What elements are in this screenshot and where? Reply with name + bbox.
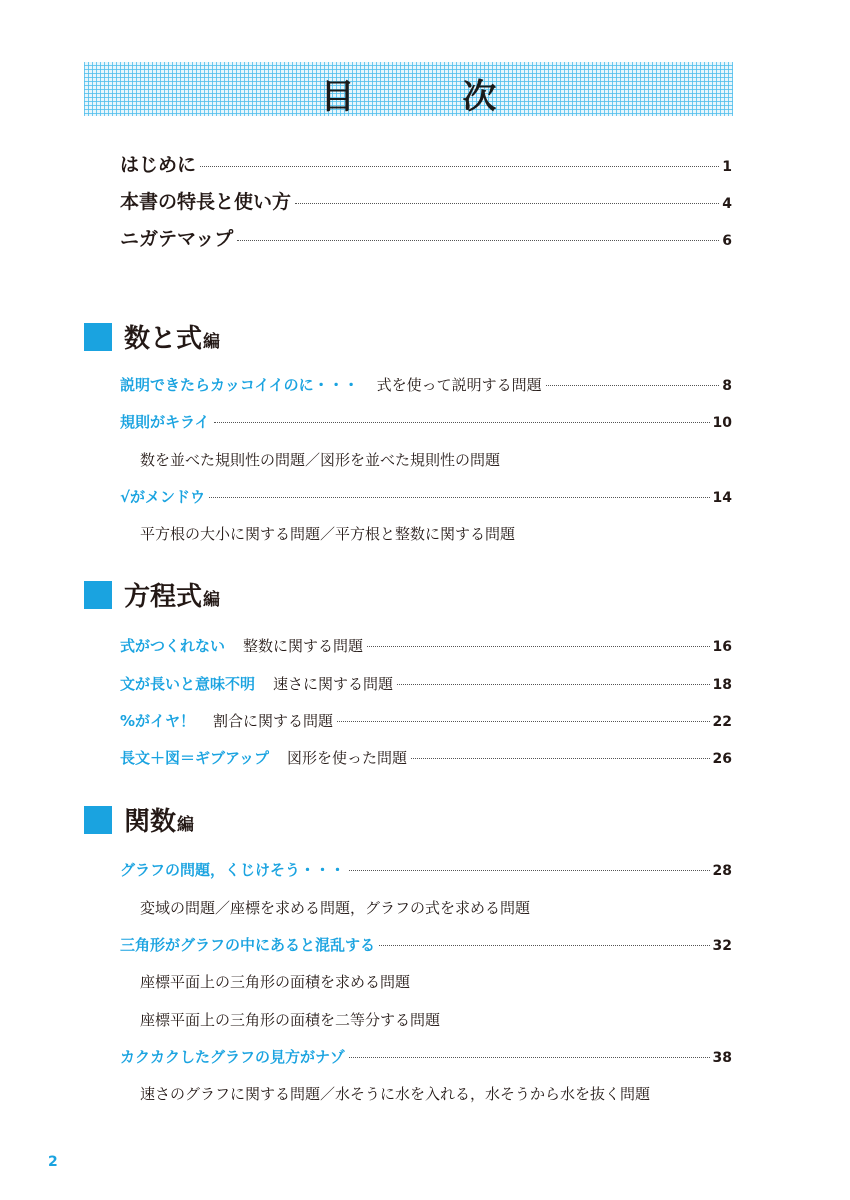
section-square-icon — [84, 806, 112, 834]
toc-page: 18 — [712, 677, 732, 693]
toc-entry[interactable] — [120, 411, 732, 432]
toc-entry-label: %がイヤ！ — [120, 712, 196, 730]
toc-entry[interactable] — [120, 934, 732, 955]
dot-leader — [209, 497, 710, 498]
toc-entry[interactable] — [120, 673, 732, 694]
section-name: 数と式 — [124, 324, 203, 354]
toc-subentry: 変域の問題／座標を求める問題，グラフの式を求める問題 — [140, 899, 531, 917]
dot-leader — [237, 240, 719, 241]
toc-page: 38 — [712, 1050, 732, 1066]
toc-page: 16 — [712, 639, 732, 655]
toc-entry-desc: 式を使って説明する問題 — [376, 376, 542, 394]
toc-entry-label: 長文＋図＝ギブアップ — [120, 749, 269, 767]
section-square-icon — [84, 581, 112, 609]
toc-entry[interactable] — [120, 635, 732, 656]
toc-label: はじめに — [120, 154, 197, 176]
dot-leader — [295, 203, 719, 204]
toc-subentry: 座標平面上の三角形の面積を二等分する問題 — [140, 1011, 441, 1029]
page-number: 2 — [48, 1154, 58, 1170]
toc-entry-label: 三角形がグラフの中にあると混乱する — [120, 936, 376, 954]
toc-entry-label: グラフの問題，くじけそう・・・ — [120, 861, 346, 879]
dot-leader — [411, 758, 710, 759]
toc-page: 4 — [722, 196, 732, 212]
toc-entry[interactable] — [120, 1046, 732, 1067]
toc-entry-desc: 割合に関する問題 — [213, 712, 334, 730]
toc-intro-row[interactable] — [120, 224, 732, 251]
toc-page: 6 — [722, 233, 732, 249]
toc-entry-label: 文が長いと意味不明 — [120, 675, 256, 693]
toc-entry-label: 式がつくれない — [120, 637, 226, 655]
section-name: 関数 — [124, 807, 177, 837]
toc-entry-label: √がメンドウ — [120, 488, 206, 506]
toc-page: 22 — [712, 714, 732, 730]
section-header-numbers-expressions — [84, 318, 220, 355]
toc-page: 32 — [712, 938, 732, 954]
dot-leader — [397, 684, 709, 685]
toc-entry-desc: 速さに関する問題 — [273, 675, 394, 693]
toc-entry-desc: 整数に関する問題 — [243, 637, 364, 655]
toc-label: 本書の特長と使い方 — [120, 191, 292, 213]
toc-subentry: 速さのグラフに関する問題／水そうに水を入れる，水そうから水を抜く問題 — [140, 1085, 651, 1103]
toc-entry[interactable] — [120, 486, 732, 507]
toc-entry[interactable] — [120, 859, 732, 880]
dot-leader — [337, 721, 709, 722]
toc-page: 14 — [712, 490, 732, 506]
dot-leader — [214, 422, 710, 423]
dot-leader — [379, 945, 710, 946]
section-square-icon — [84, 323, 112, 351]
toc-entry-label: 規則がキライ — [120, 413, 210, 431]
section-header-equations — [84, 576, 220, 613]
toc-page: 8 — [722, 378, 732, 394]
toc-label: ニガテマップ — [120, 228, 234, 250]
toc-page: 10 — [712, 415, 732, 431]
section-suffix: 編 — [203, 332, 221, 352]
title-band — [84, 62, 733, 116]
page-title: 目 次 — [320, 77, 545, 117]
toc-entry[interactable] — [120, 710, 732, 731]
toc-entry-desc: 図形を使った問題 — [286, 749, 407, 767]
dot-leader — [349, 870, 710, 871]
toc-entry[interactable] — [120, 747, 732, 768]
dot-leader — [200, 166, 719, 167]
section-name: 方程式 — [124, 582, 203, 612]
toc-subentry: 数を並べた規則性の問題／図形を並べた規則性の問題 — [140, 451, 501, 469]
toc-page: 28 — [712, 863, 732, 879]
section-suffix: 編 — [177, 815, 195, 835]
dot-leader — [349, 1057, 710, 1058]
toc-intro-row[interactable] — [120, 150, 732, 177]
toc-entry-label: 説明できたらカッコイイのに・・・ — [120, 376, 359, 394]
toc-subentry: 座標平面上の三角形の面積を求める問題 — [140, 973, 411, 991]
toc-page: 1 — [722, 159, 732, 175]
toc-intro-row[interactable] — [120, 187, 732, 214]
section-suffix: 編 — [203, 590, 221, 610]
toc-subentry: 平方根の大小に関する問題／平方根と整数に関する問題 — [140, 525, 516, 543]
toc-page: 26 — [712, 751, 732, 767]
section-header-functions — [84, 801, 194, 838]
dot-leader — [546, 385, 720, 386]
toc-entry-label: カクカクしたグラフの見方がナゾ — [120, 1048, 345, 1066]
dot-leader — [367, 646, 709, 647]
toc-entry[interactable] — [120, 374, 732, 395]
